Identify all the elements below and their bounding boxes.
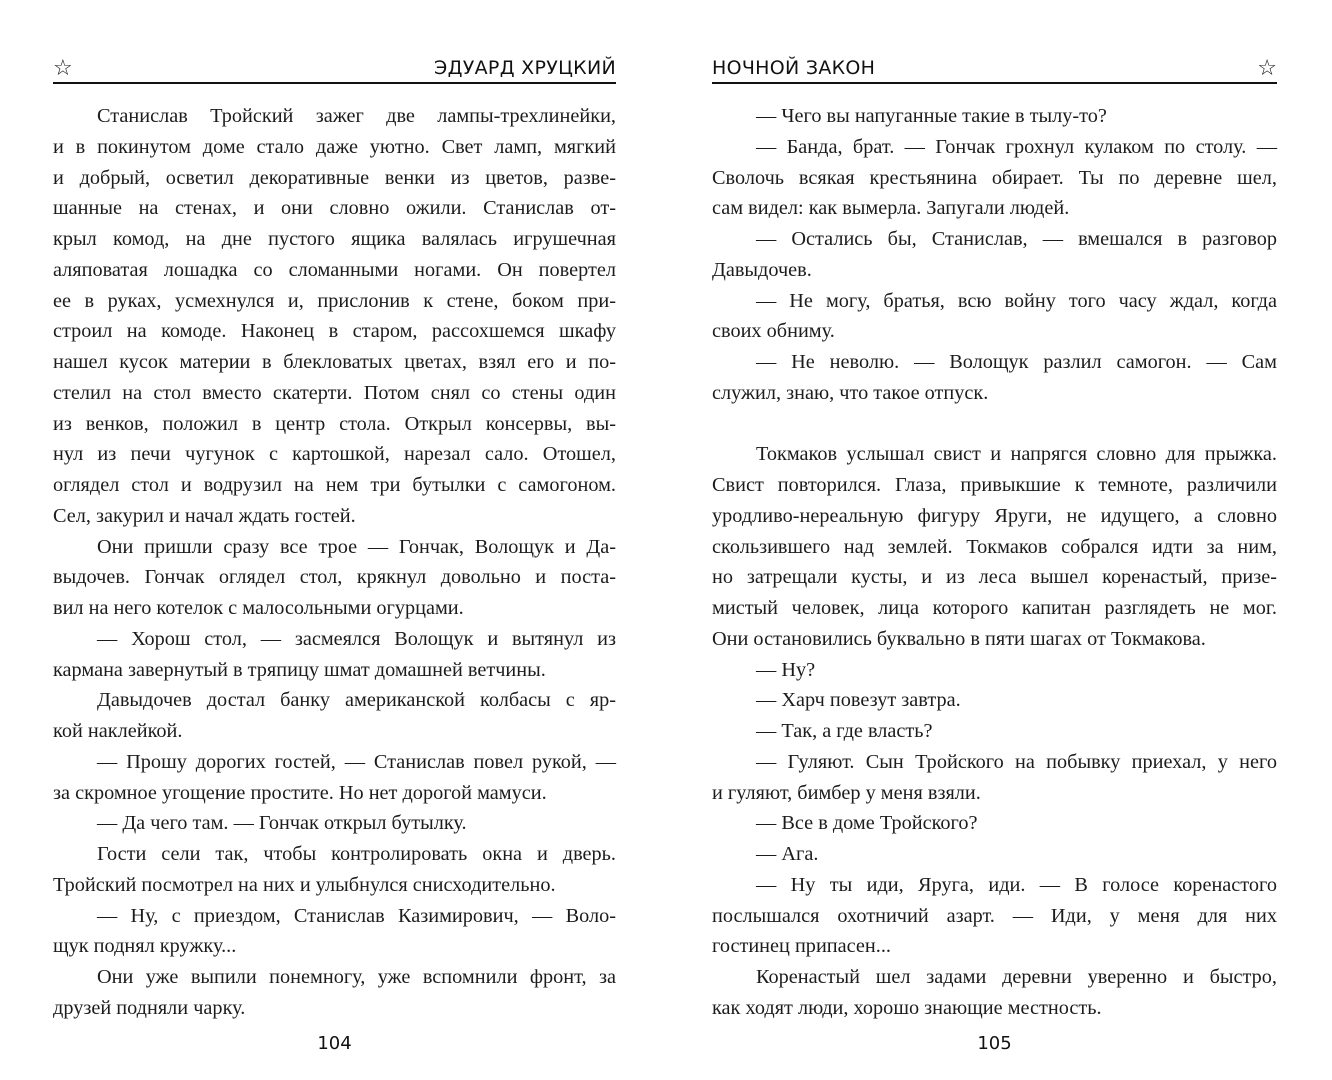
text-line: — Не неволю. — Волощук разлил самогон. — Сам [756,351,1277,373]
text-line: — Ну, с приездом, Станислав Казимирович, — Воло- [97,904,616,927]
text-line: и гуляют, бимбер у меня взяли. [712,781,981,804]
text-line: — Хорош стол, — засмеялся Волощук и вытянул из [97,627,616,650]
text-line: Они остановились буквально в пяти шагах от Токмакова. [712,627,1206,650]
text-line: Коренастый шел задами деревни уверенно и быстро, [756,966,1277,988]
text-line: послышался охотничий азарт. — Иди, у меня для них [712,904,1277,927]
running-header-book-title: НОЧНОЙ ЗАКОН [712,57,876,79]
running-header [53,52,616,84]
running-header-author: ЭДУАРД ХРУЦКИЙ [434,57,616,79]
text-line: — Ну? [756,658,816,681]
text-line: — Не могу, братья, всю войну того часу ждал, когда [756,289,1277,312]
text-line: Гости сели так, чтобы контролировать окна и дверь. [97,843,616,865]
text-line: кой наклейкой. [53,720,183,742]
text-line: Они пришли сразу все трое — Гончак, Волощук и Да- [97,535,616,558]
text-line: своих обниму. [712,320,835,343]
text-line: Сволочь всякая крестьянина обирает. Ты по деревне шел, [712,166,1277,189]
text-line: скользившего над землей. Токмаков собрался идти за ним, [712,535,1277,558]
text-line: — Ну ты иди, Яруга, иди. — В голосе коренастого [756,873,1277,896]
section-break [712,409,1277,440]
text-line: — Харч повезут завтра. [756,689,961,712]
text-line: Сел, закурил и начал ждать гостей. [53,504,356,527]
text-line: шанные на стенах, и они словно ожили. Станислав от- [53,197,616,220]
text-line: Давыдочев достал банку американской колбасы с яр- [97,689,616,712]
text-line: — Чего вы напуганные такие в тылу-то? [756,105,1107,127]
star-outline-icon: ☆ [1257,56,1277,81]
running-header [712,52,1277,84]
text-line: и в покинутом доме стало даже уютно. Свет ламп, мягкий [53,135,616,158]
text-line: нул из печи чугунок с картошкой, нарезал сало. Отошел, [53,443,616,466]
text-line: — Все в доме Тройского? [756,812,978,835]
page-number: 104 [317,1033,352,1054]
text-line: нашел кусок материи в блекловатых цветах, взял его и по- [53,351,616,373]
text-line: за скромное угощение простите. Но нет дорогой мамуси. [53,781,547,804]
text-line: крыл комод, на дне пустого ящика валялась игрушечная [53,228,616,250]
text-line: аляповатая лошадка со сломанными ногами. Он повертел [53,258,616,281]
text-line: — Гуляют. Сын Тройского на побывку приехал, у него [756,750,1277,773]
star-outline-icon: ☆ [53,56,73,81]
text-line: Они уже выпили понемногу, уже вспомнили фронт, за [97,966,616,988]
text-line: друзей подняли чарку. [53,996,246,1019]
text-line: — Прошу дорогих гостей, — Станислав повел рукой, — [97,750,616,773]
text-line: — Да чего там. — Гончак открыл бутылку. [97,812,467,835]
text-line: сам видел: как вымерла. Запугали людей. [712,197,1070,220]
text-line: служил, знаю, что такое отпуск. [712,381,989,404]
text-line: и добрый, осветил декоративные венки из цветов, разве- [53,166,616,189]
text-line: Тройский посмотрел на них и улыбнулся снисходительно. [53,873,556,896]
text-line: Давыдочев. [712,258,812,281]
page-body [53,101,616,1024]
text-line: вил на него котелок с малосольными огурцами. [53,597,464,619]
text-line: но затрещали кусты, и из леса вышел коренастый, призе- [712,566,1277,589]
text-line: Станислав Тройский зажег две лампы-трехлинейки, [97,105,616,127]
text-line: — Ага. [756,843,819,865]
text-line: Токмаков услышал свист и напрягся словно для прыжка. [756,443,1277,466]
left-page [53,0,616,1080]
text-line: гостинец припасен... [712,935,891,958]
text-line: мистый человек, лица которого капитан разглядеть не мог. [712,597,1277,619]
text-line: из венков, положил в центр стола. Открыл консервы, вы- [53,412,616,435]
text-line: щук поднял кружку... [53,935,237,958]
text-line: уродливо-нереальную фигуру Яруги, не идущего, а словно [712,504,1277,527]
page-body [712,101,1277,1024]
right-page [712,0,1277,1080]
text-line: — Остались бы, Станислав, — вмешался в разговор [756,228,1277,250]
text-line: оглядел стол и водрузил на нем три бутылки с самогоном. [53,474,616,496]
text-line: как ходят люди, хорошо знающие местность. [712,996,1102,1019]
text-line: — Так, а где власть? [756,720,933,742]
text-line: выдочев. Гончак оглядел стол, крякнул довольно и поста- [53,566,616,589]
text-line: кармана завернутый в тряпицу шмат домашней ветчины. [53,658,546,681]
page-number: 105 [977,1033,1012,1054]
text-line: Свист повторился. Глаза, привыкшие к темноте, различили [712,474,1277,496]
text-line: — Банда, брат. — Гончак грохнул кулаком по столу. — [756,135,1277,158]
text-line: строил на комоде. Наконец в старом, рассохшемся шкафу [53,320,616,343]
text-line: ее в руках, усмехнулся и, прислонив к стене, боком при- [53,289,616,312]
text-line: стелил на стол вместо скатерти. Потом снял со стены один [53,381,616,404]
